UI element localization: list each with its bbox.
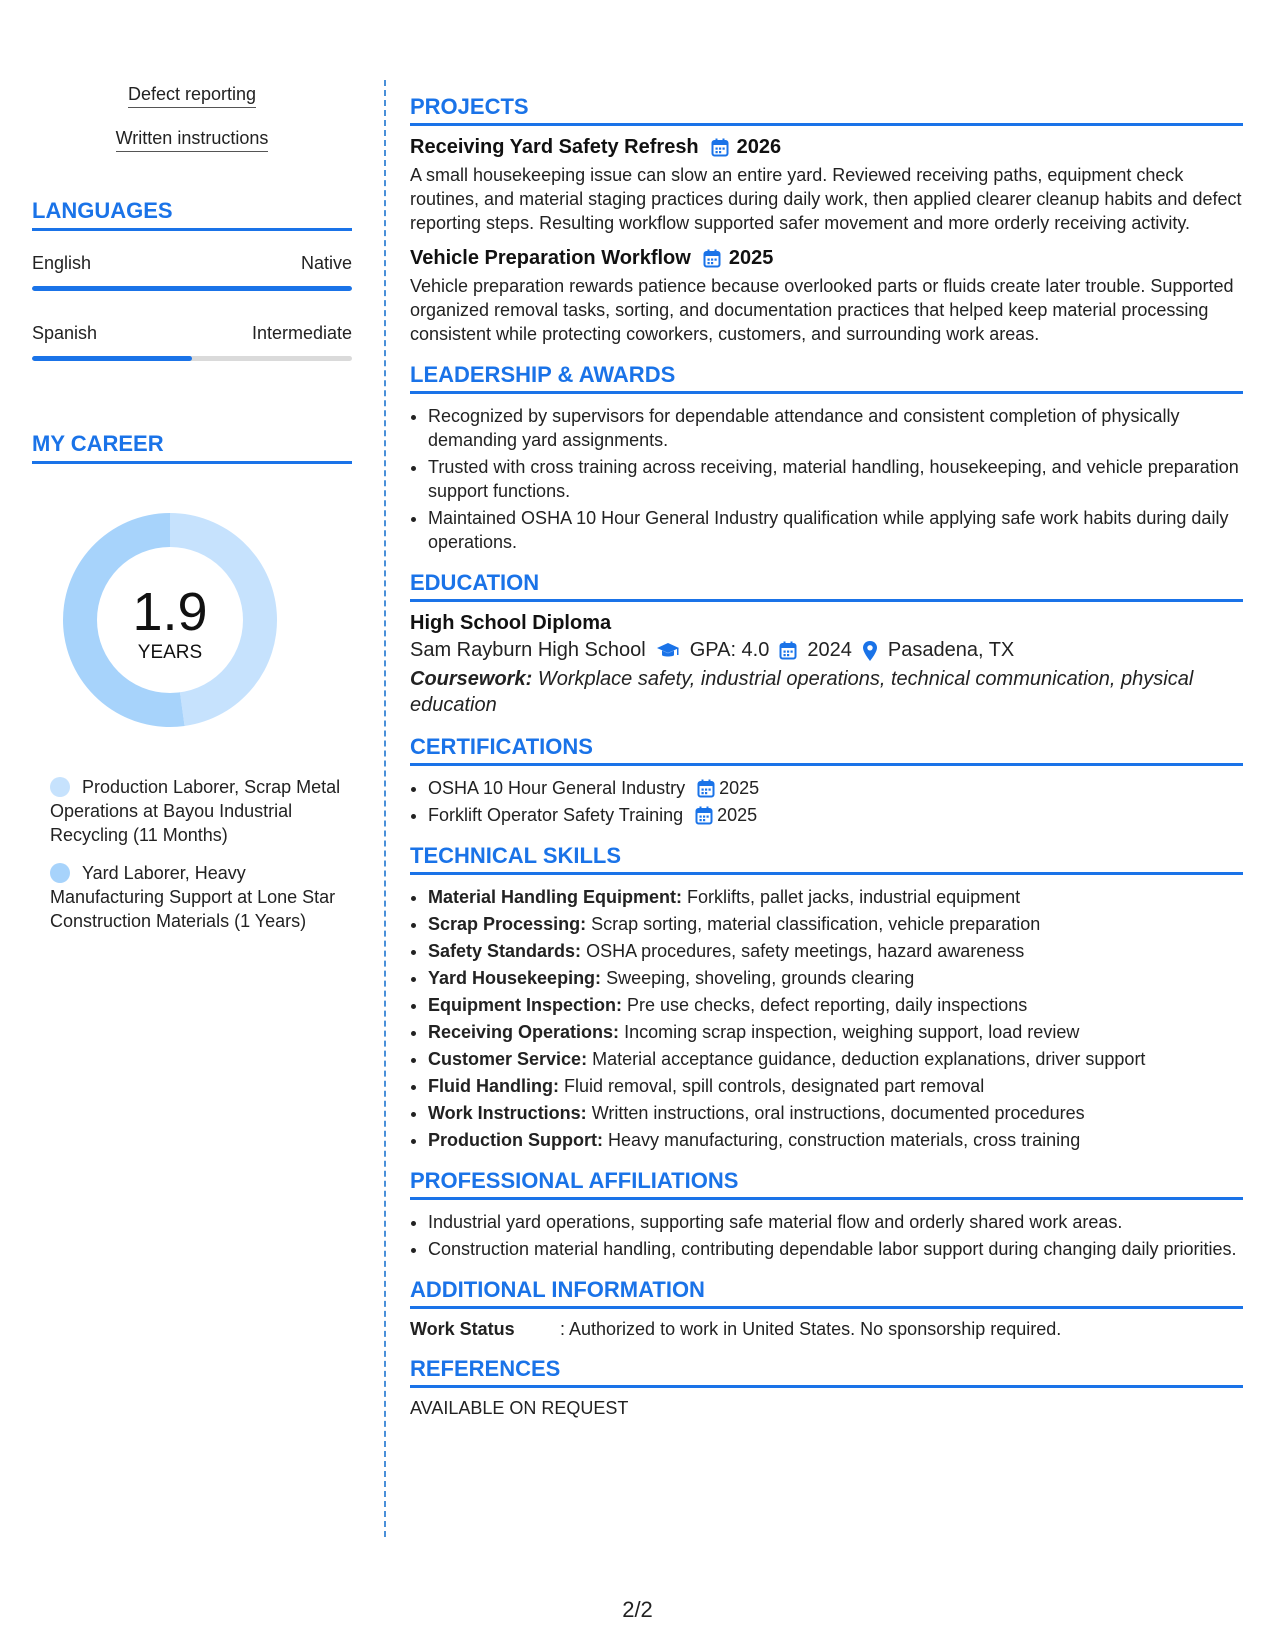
list-item: • Recognized by supervisors for dependable attendance and consistent completion of physically demanding yard assignments. [428, 404, 1243, 452]
skill-value: OSHA procedures, safety meetings, hazard awareness [586, 941, 1025, 961]
references-heading: REFERENCES [410, 1356, 1243, 1388]
skill-label: Yard Housekeeping: [428, 968, 602, 988]
list-item: • Maintained OSHA 10 Hour General Industry qualification while applying safe work habits during daily operations. [428, 506, 1243, 554]
project-year: 2025 [728, 247, 774, 269]
skill-item [428, 912, 1243, 936]
certification-name: • OSHA 10 Hour General Industry [428, 778, 686, 798]
language-proficiency-bar [32, 356, 352, 361]
skill-value: Incoming scrap inspection, weighing support, load review [624, 1022, 1080, 1042]
language-name: English [32, 253, 92, 273]
skill-label: Fluid Handling: [428, 1076, 559, 1096]
skill-tag: Written instructions [116, 128, 269, 152]
certifications-heading: CERTIFICATIONS [410, 734, 1243, 766]
skill-value: Written instructions, oral instructions, documented procedures [591, 1103, 1085, 1123]
list-item [428, 776, 1243, 800]
main-column [410, 94, 1243, 1435]
coursework-label: Coursework: [410, 668, 533, 690]
work-status-row [410, 1319, 1243, 1340]
skill-item [428, 1128, 1243, 1152]
technical-skills-heading: TECHNICAL SKILLS [410, 843, 1243, 875]
project-description: A small housekeeping issue can slow an entire yard. Reviewed receiving paths, equipment check routines, and material staging practices during daily work, then applied clearer cleanup habits and defect reporting steps. Resulting workflow supported safer movement and more orderly receiving activity. [410, 165, 1242, 233]
career-item-text: Yard Laborer, Heavy Manufacturing Support at Lone Star Construction Materials (1 Years) [50, 863, 336, 931]
school-name: Sam Rayburn High School [410, 639, 646, 661]
certification-name: • Forklift Operator Safety Training [428, 805, 684, 825]
career-heading: MY CAREER [32, 431, 352, 464]
work-status-value: : Authorized to work in United States. No sponsorship required. [560, 1319, 1062, 1339]
column-divider [384, 80, 386, 1537]
skill-value: Pre use checks, defect reporting, daily inspections [627, 995, 1028, 1015]
calendar-icon [697, 779, 715, 798]
skill-label: Material Handling Equipment: [428, 887, 683, 907]
calendar-icon [711, 138, 729, 157]
project-year: 2026 [736, 136, 782, 158]
skill-item [428, 966, 1243, 990]
references-text: AVAILABLE ON REQUEST [410, 1398, 629, 1418]
certifications-section [410, 734, 1243, 827]
affiliations-list [410, 1210, 1243, 1261]
skill-label: Production Support: [428, 1130, 603, 1150]
gpa: GPA: 4.0 [689, 639, 770, 661]
coursework-text: Workplace safety, industrial operations, technical communication, physical education [410, 668, 1194, 716]
career-item [50, 861, 342, 933]
project-title: Receiving Yard Safety Refresh [410, 136, 699, 158]
language-name: Spanish [32, 323, 98, 343]
technical-skills-list [410, 885, 1243, 1152]
legend-dot [50, 777, 70, 797]
skill-item [428, 1020, 1243, 1044]
language-level: Intermediate [251, 323, 352, 343]
skill-label: Customer Service: [428, 1049, 588, 1069]
skill-value: Fluid removal, spill controls, designated part removal [564, 1076, 985, 1096]
references-section [410, 1356, 1243, 1419]
sidebar [32, 84, 352, 947]
education-details [410, 639, 1243, 662]
certification-year: 2025 [717, 805, 758, 825]
page-number: 2/2 [622, 1597, 653, 1622]
career-list [32, 775, 352, 933]
leadership-section [410, 362, 1243, 554]
calendar-icon [703, 249, 721, 268]
skill-label: Safety Standards: [428, 941, 582, 961]
career-item-text: Production Laborer, Scrap Metal Operations at Bayou Industrial Recycling (11 Months) [50, 777, 341, 845]
coursework [410, 666, 1243, 718]
skill-label: Equipment Inspection: [428, 995, 623, 1015]
skill-item [428, 1074, 1243, 1098]
list-item [428, 803, 1243, 827]
skill-value: Scrap sorting, material classification, vehicle preparation [591, 914, 1041, 934]
skill-item [428, 993, 1243, 1017]
project-description: Vehicle preparation rewards patience because overlooked parts or fluids create later trouble. Supported organized removal tasks, sorting, and documentation practices that helped keep material processing consistent while protecting coworkers, customers, and surrounding work areas. [410, 276, 1234, 344]
calendar-icon [695, 806, 713, 825]
leadership-heading: LEADERSHIP & AWARDS [410, 362, 1243, 394]
technical-skills-section [410, 843, 1243, 1152]
certifications-list [410, 776, 1243, 827]
languages-heading: LANGUAGES [32, 198, 352, 231]
list-item: • Industrial yard operations, supporting safe material flow and orderly shared work areas. [428, 1210, 1243, 1234]
certification-year: 2025 [719, 778, 760, 798]
skill-value: Heavy manufacturing, construction materials, cross training [608, 1130, 1081, 1150]
list-item: • Construction material handling, contributing dependable labor support during changing daily priorities. [428, 1237, 1243, 1261]
skill-label: Scrap Processing: [428, 914, 587, 934]
leadership-list [410, 404, 1243, 554]
legend-dot [50, 863, 70, 883]
graduation-cap-icon [656, 642, 680, 660]
affiliations-section [410, 1168, 1243, 1261]
language-item [32, 323, 352, 344]
list-item: • Trusted with cross training across receiving, material handling, housekeeping, and vehicle preparation support functions. [428, 455, 1243, 503]
skill-value: Forklifts, pallet jacks, industrial equipment [687, 887, 1021, 907]
degree: High School Diploma [410, 612, 612, 634]
additional-info-section [410, 1277, 1243, 1340]
project-title-row [410, 136, 1243, 159]
skill-tag: Defect reporting [128, 84, 256, 108]
education-section [410, 570, 1243, 718]
skill-value: Sweeping, shoveling, grounds clearing [606, 968, 915, 988]
education-heading: EDUCATION [410, 570, 1243, 602]
skill-item [428, 885, 1243, 909]
work-status-label: Work Status [410, 1319, 515, 1339]
skill-label: Receiving Operations: [428, 1022, 620, 1042]
projects-section [410, 94, 1243, 346]
affiliations-heading: PROFESSIONAL AFFILIATIONS [410, 1168, 1243, 1200]
skill-item [428, 1047, 1243, 1071]
language-item [32, 253, 352, 274]
project-title-row [410, 247, 1243, 270]
career-donut-chart [32, 500, 352, 740]
languages-list [32, 253, 352, 361]
language-proficiency-fill [32, 286, 352, 291]
calendar-icon [779, 641, 797, 660]
graduation-year: 2024 [807, 639, 852, 661]
career-total-value: 1.9 [132, 582, 208, 642]
additional-info-heading: ADDITIONAL INFORMATION [410, 1277, 1243, 1309]
project-title: Vehicle Preparation Workflow [410, 247, 691, 269]
language-level: Native [300, 253, 352, 273]
language-proficiency-bar [32, 286, 352, 291]
projects-heading: PROJECTS [410, 94, 1243, 126]
language-proficiency-fill [32, 356, 192, 361]
skill-value: Material acceptance guidance, deduction explanations, driver support [592, 1049, 1146, 1069]
school-location: Pasadena, TX [887, 639, 1015, 661]
skill-item [428, 1101, 1243, 1125]
skill-item [428, 939, 1243, 963]
career-item [50, 775, 342, 847]
skill-tags [32, 84, 352, 172]
map-pin-icon [862, 640, 878, 662]
skill-label: Work Instructions: [428, 1103, 587, 1123]
career-total-unit: YEARS [137, 642, 203, 663]
